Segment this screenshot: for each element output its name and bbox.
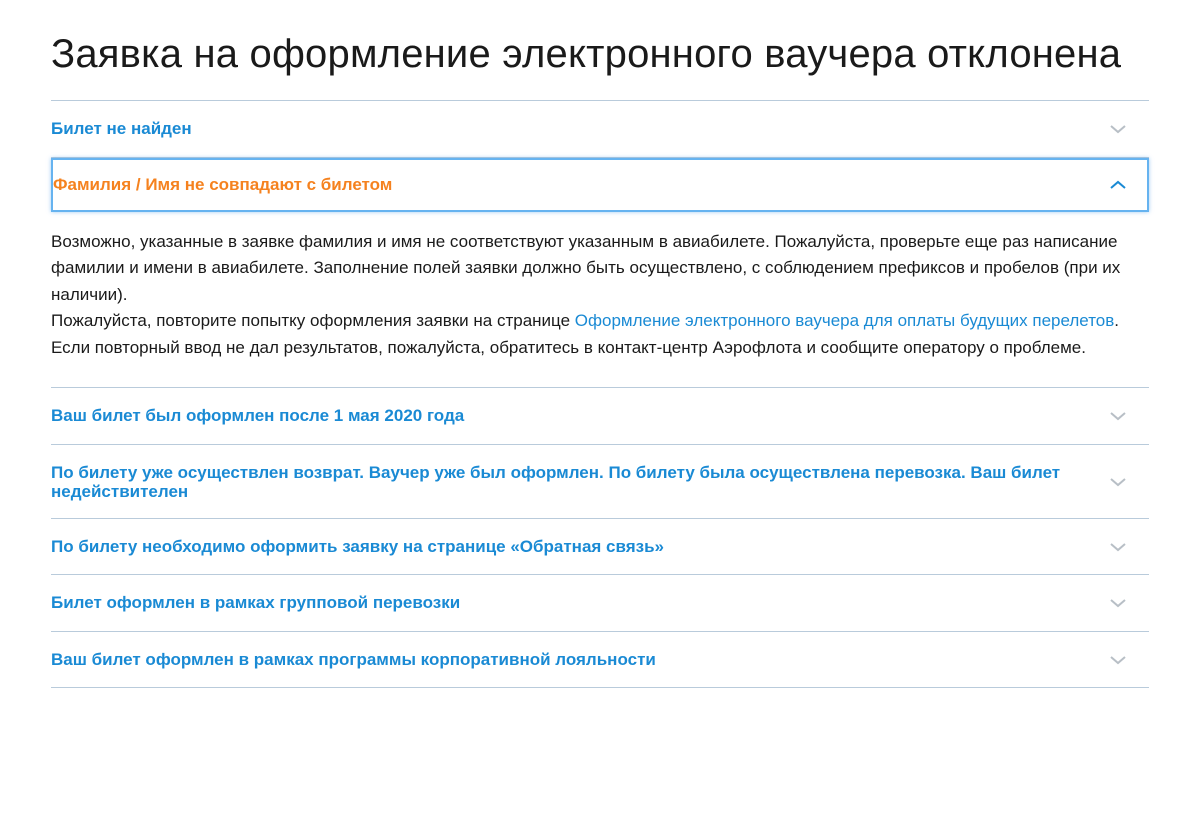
accordion-title: Ваш билет был оформлен после 1 мая 2020 года (51, 406, 465, 426)
chevron-down-icon (1109, 597, 1127, 609)
accordion-item-ticket-invalid (51, 445, 1149, 519)
page-title: Заявка на оформление электронного ваучера отклонена (51, 32, 1122, 76)
voucher-page-link[interactable]: Оформление электронного ваучера для оплаты будущих перелетов (574, 311, 1115, 331)
accordion-header-name-mismatch[interactable] (51, 158, 1149, 212)
body-text: Пожалуйста, повторите попытку оформления заявки на странице (51, 311, 575, 331)
accordion-header-ticket-invalid[interactable] (51, 445, 1149, 518)
accordion-header-corporate-loyalty[interactable] (51, 632, 1149, 687)
accordion-item-group-travel (51, 575, 1149, 632)
accordion-item-name-mismatch (51, 158, 1149, 388)
chevron-down-icon (1109, 410, 1127, 422)
accordion-title: По билету уже осуществлен возврат. Ваучер уже был оформлен. По билету была осуществлена перевозка. Ваш билет недействителен (51, 462, 1061, 501)
accordion-title: Билет не найден (51, 119, 192, 138)
body-paragraph-with-link (51, 308, 1149, 334)
chevron-down-icon (1109, 654, 1127, 666)
chevron-down-icon (1109, 123, 1127, 135)
accordion-header-group-travel[interactable] (51, 575, 1149, 631)
chevron-down-icon (1109, 476, 1127, 488)
accordion-title: Ваш билет оформлен в рамках программы корпоративной лояльности (51, 649, 656, 669)
accordion-item-feedback-request (51, 519, 1149, 575)
accordion-title: По билету необходимо оформить заявку на странице «Обратная связь» (51, 536, 665, 556)
body-text: . (1114, 311, 1120, 331)
accordion-header-feedback-request[interactable] (51, 519, 1149, 574)
chevron-down-icon (1109, 541, 1127, 553)
accordion-item-corporate-loyalty (51, 632, 1149, 688)
accordion-item-issued-after-may (51, 388, 1149, 445)
accordion (51, 100, 1149, 688)
accordion-header-ticket-not-found[interactable] (51, 101, 1149, 157)
body-paragraph: Если повторный ввод не дал результатов, пожалуйста, обратитесь в контакт-центр Аэрофлота и сообщите оператору о проблеме. (51, 337, 1086, 357)
chevron-up-icon (1109, 179, 1127, 191)
accordion-body-name-mismatch (51, 212, 1149, 387)
body-paragraph: Возможно, указанные в заявке фамилия и имя не соответствуют указанным в авиабилете. Пожалуйста, проверьте еще раз написание фамилии и имени в авиабилете. Заполнение полей заявки должно быть осуществлено, с соблюдением префиксов и пробелов (при их наличии). (51, 232, 1121, 304)
accordion-header-issued-after-may[interactable] (51, 388, 1149, 444)
accordion-title: Билет оформлен в рамках групповой перевозки (51, 593, 461, 613)
accordion-title: Фамилия / Имя не совпадают с билетом (53, 175, 393, 194)
accordion-item-ticket-not-found (51, 101, 1149, 158)
